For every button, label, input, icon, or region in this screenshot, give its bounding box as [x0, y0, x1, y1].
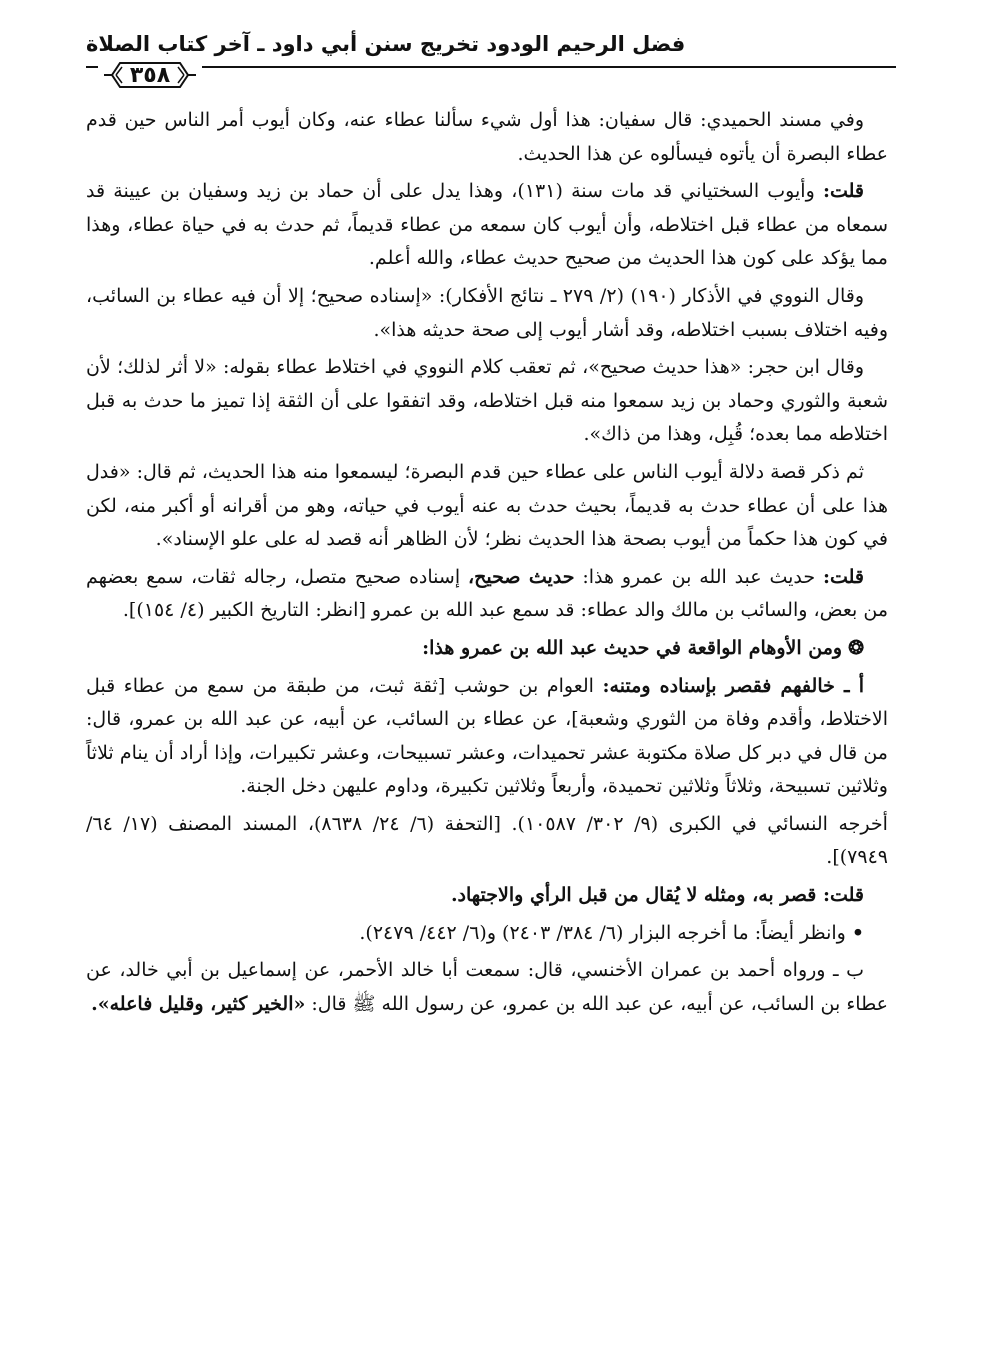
bold-text-segment: «الخير كثير، وقليل فاعله».: [91, 992, 306, 1015]
paragraph: [86, 632, 888, 666]
bold-text-segment: أ ـ خالفهم فقصر بإسناده ومتنه:: [602, 674, 864, 697]
paragraph: [86, 879, 888, 913]
page-header: [86, 26, 896, 106]
text-segment: وقال النووي في الأذكار (١٩٠) (٢/ ٢٧٩ ـ نتائج الأفكار): «إسناده صحيح؛ إلا أن فيه عطاء بن السائب، وفيه اختلاف بسبب اختلاطه، وقد أشار أيوب إلى صحة حديثه هذا».: [86, 284, 888, 341]
text-segment: إسناده صحيح متصل، رجاله ثقات، سمع بعضهم من بعض، والسائب بن مالك والد عطاء: قد سمع عبد الله بن عمرو [انظر: التاريخ الكبير (٤/ ١٥٤)].: [86, 565, 888, 622]
page-number-box: [98, 57, 202, 93]
text-segment: وأيوب السختياني قد مات سنة (١٣١)، وهذا يدل على أن حماد بن زيد وسفيان بن عيينة قد سمعاه من عطاء قبل اختلاطه، وأن أيوب كان سمعه من عطاء قديماً، ثم حدث به في حياة عطاء، وهذا مما يؤكد على كون هذا الحديث من صحيح حديث عطاء، والله أعلم.: [86, 180, 888, 270]
text-segment: ب ـ ورواه أحمد بن عمران الأخنسي، قال: سمعت أبا خالد الأحمر، عن إسماعيل بن أبي خالد، عن عطاء بن السائب، عن أبيه، عن عبد الله بن عمرو، عن رسول الله ﷺ قال:: [86, 959, 888, 1015]
bold-text-segment: قلت:: [822, 180, 864, 203]
text-segment: حديث عبد الله بن عمرو هذا:: [574, 565, 823, 588]
running-title: فضل الرحيم الودود تخريج سنن أبي داود ـ آخر كتاب الصلاة: [86, 32, 686, 56]
paragraph: [86, 175, 888, 276]
bold-text-segment: قلت:: [822, 565, 864, 588]
text-segment: ثم ذكر قصة دلالة أيوب الناس على عطاء حين قدم البصرة؛ ليسمعوا منه هذا الحديث، ثم قال: «فدل هذا على أن عطاء حدث به قديماً، بحيث حدث به عنه أيوب في حياته، وهو من أقرانه أو أكبر منه، لكن في كون هذا حكماً من أيوب بصحة هذا الحديث نظر؛ لأن الظاهر أنه قصد له على علو الإسناد».: [86, 460, 888, 551]
text-segment: وفي مسند الحميدي: قال سفيان: هذا أول شيء سألنا عطاء عنه، وكان أيوب أمر الناس حين قدم عطاء البصرة أن يأتوه فيسألوه عن هذا الحديث.: [86, 109, 888, 165]
paragraph: [86, 561, 888, 628]
bullet-icon: ❂: [848, 636, 864, 659]
paragraph: [86, 280, 888, 347]
bullet-icon: •: [851, 921, 864, 944]
paragraph: [86, 917, 888, 951]
text-segment: العوام بن حوشب [ثقة ثبت، من طبقة من سمع من عطاء قبل الاختلاط، وأقدم وفاة من الثوري وشعبة]، عن عطاء بن السائب، عن أبيه، عن عبد الله بن عمرو، قال: من قال في دبر كل صلاة مكتوبة عشر تحميدات، وعشر تسبيحات، وعشر تكبيرات، وإذا أراد أن ينام ثلاثاً وثلاثين تسبيحة، وثلاثاً وثلاثين تحميدة، وأربعاً وثلاثين تكبيرة، وداوم عليهن دخل الجنة.: [86, 674, 888, 798]
paragraph: [86, 456, 888, 557]
paragraph: [86, 351, 888, 452]
paragraph: [86, 104, 888, 171]
header-rule: [86, 66, 896, 68]
bold-text-segment: حديث صحيح،: [467, 565, 575, 588]
body-text: [86, 104, 888, 1025]
page-number: ٣٥٨: [129, 62, 171, 88]
paragraph: [86, 954, 888, 1021]
paragraph: [86, 808, 888, 875]
text-segment: وقال ابن حجر: «هذا حديث صحيح»، ثم تعقب كلام النووي في اختلاط عطاء بقوله: «لا أثر لذلك؛ لأن شعبة والثوري وحماد بن زيد سمعوا منه قبل اختلاطه، وقد اتفقوا على أن الثقة إذا تميز ما حدث به قبل اختلاطه مما بعده؛ قُبِل، وهذا من ذاك».: [86, 356, 888, 446]
bold-text-segment: ومن الأوهام الواقعة في حديث عبد الله بن عمرو هذا:: [422, 636, 843, 659]
paragraph: [86, 670, 888, 804]
page-number-frame: [102, 59, 198, 91]
bold-text-segment: قلت: قصر به، ومثله لا يُقال من قبل الرأي والاجتهاد.: [450, 884, 864, 907]
text-segment: وانظر أيضاً: ما أخرجه البزار (٦/ ٣٨٤/ ٢٤٠٣) و(٦/ ٤٤٢/ ٢٤٧٩).: [359, 921, 846, 944]
text-segment: أخرجه النسائي في الكبرى (٩/ ٣٠٢/ ١٠٥٨٧). [التحفة (٦/ ٢٤/ ٨٦٣٨)، المسند المصنف (١٧/ ٦٤/ ٧٩٤٩)].: [86, 812, 888, 869]
